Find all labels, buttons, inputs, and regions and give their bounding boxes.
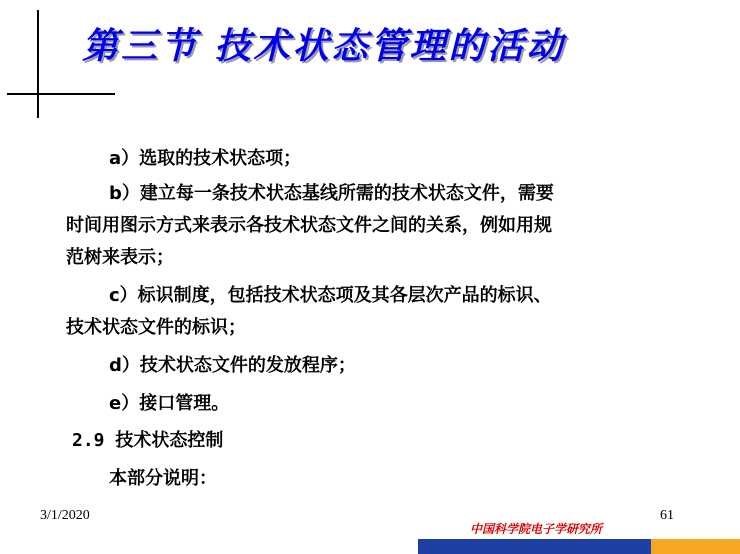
- section-heading: 2.9 技术状态控制: [72, 430, 224, 451]
- list-item-b-continuation-1: 时间用图示方式来表示各技术状态文件之间的关系，例如用规: [66, 215, 552, 236]
- list-item-e: e）接口管理。: [109, 393, 230, 414]
- list-item-a: a）选取的技术状态项；: [109, 148, 302, 169]
- list-item-b: b）建立每一条技术状态基线所需的技术状态文件，需要: [109, 183, 554, 204]
- footer-bar-blue: [418, 539, 651, 554]
- footer-date: 3/1/2020: [40, 508, 90, 523]
- list-item-b-continuation-2: 范树来表示；: [66, 247, 174, 268]
- organization-name: 中国科学院电子学研究所: [470, 522, 603, 536]
- list-item-c-continuation: 技术状态文件的标识；: [66, 317, 246, 338]
- slide-title: 第三节 技术状态管理的活动: [82, 25, 566, 67]
- footer-bar-orange: [651, 539, 740, 554]
- list-item-c: c）标识制度，包括技术状态项及其各层次产品的标识、: [109, 285, 552, 306]
- list-item-d: d）技术状态文件的发放程序；: [109, 355, 356, 376]
- page-number: 61: [660, 508, 674, 523]
- section-intro: 本部分说明：: [109, 468, 217, 489]
